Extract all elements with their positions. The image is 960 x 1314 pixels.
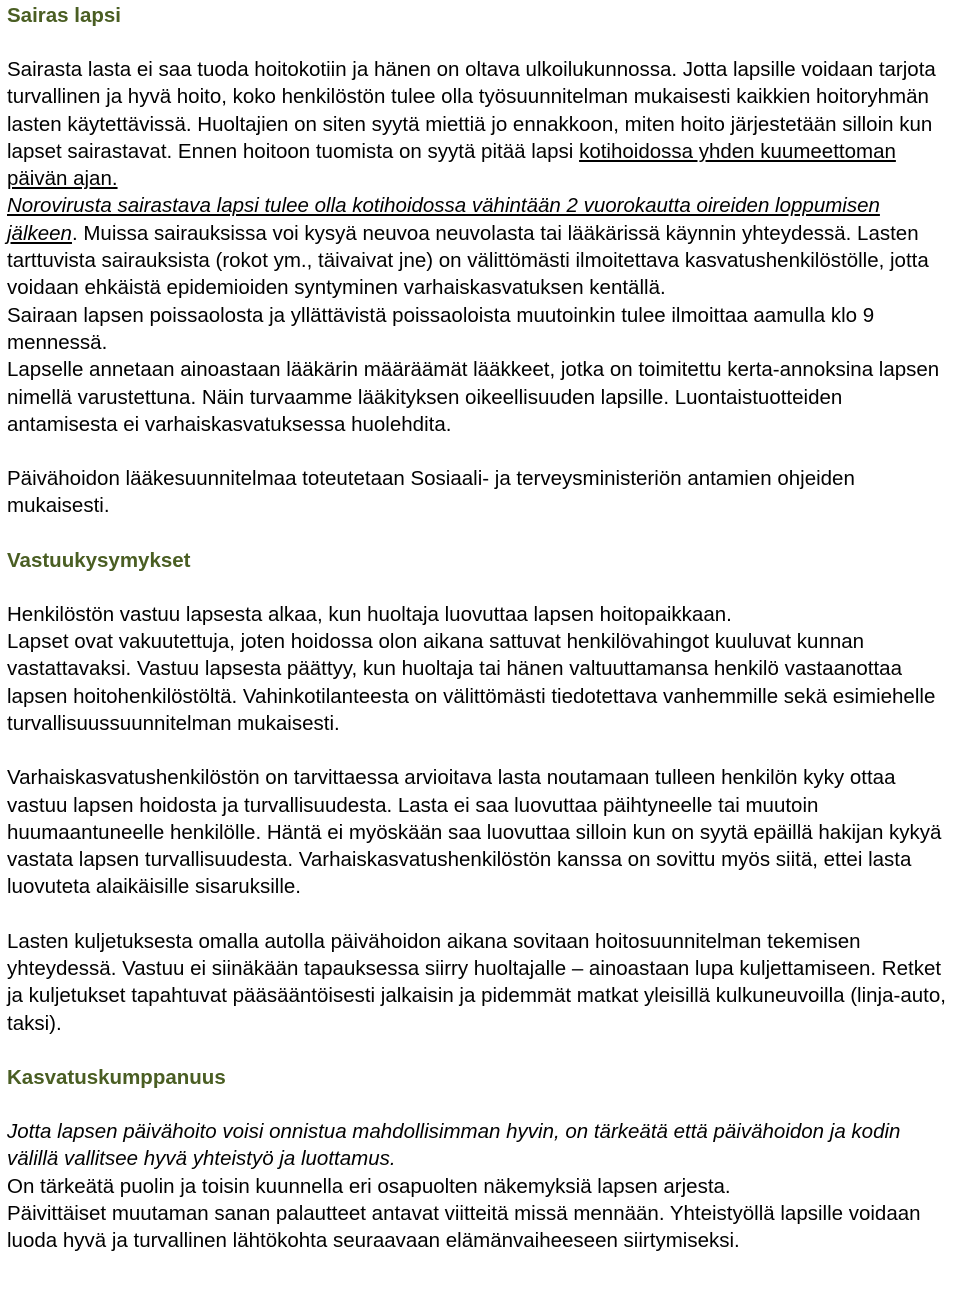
paragraph-insurance: Lapset ovat vakuutettuja, joten hoidossa olon aikana sattuvat henkilövahingot kuuluvat kunnan vastattavaksi. Vastuu lapsesta päättyy, kun huoltaja tai hänen valtuuttamansa henkilö vastaanottaa lapsen hoitohenkilöstöltä. Vahinkotilanteesta on välittömästi tiedotettava vanhemmille sekä esimiehelle turvallisuussuunnitelman mukaisesti. [7,630,936,735]
sick-child-underlined-text: kotihoidossa yhden kuumeettoman päivän ajan. [7,139,896,191]
paragraph-sick-child [7,56,953,302]
paragraph-daily-feedback: Päivittäiset muutaman sanan palautteet antavat viitteitä missä mennään. Yhteistyöllä lapsille voidaan luoda hyvä ja turvallinen lähtökohta seuraavaan elämänvaiheeseen siirtymiseksi. [7,1201,921,1253]
paragraph-listening: On tärkeätä puolin ja toisin kuunnella eri osapuolten näkemyksiä lapsen arjesta. [7,1174,731,1198]
norovirus-note: Norovirusta sairastava lapsi tulee olla kotihoidossa vähintään 2 vuorokautta oireiden loppumisen jälkeen [7,194,880,245]
paragraph-medication-plan: Päivähoidon lääkesuunnitelmaa toteutetaan Sosiaali- ja terveysministeriön antamien ohjeiden mukaisesti. [7,467,855,518]
paragraph-responsibility-start: Henkilöstön vastuu lapsesta alkaa, kun huoltaja luovuttaa lapsen hoitopaikkaan. [7,602,732,626]
paragraph-transport: Lasten kuljetuksesta omalla autolla päivähoidon aikana sovitaan hoitosuunnitelman tekemisen yhteydessä. Vastuu ei siinäkään tapauksessa siirry huoltajalle – ainoastaan lupa kuljettamiseen. Retket ja kuljetukset tapahtuvat pääsääntöisesti jalkaisin ja pidemmät matkat yleisillä kulkuneuvoilla (linja-auto, taksi). [7,929,946,1035]
paragraph-pickup-assessment: Varhaiskasvatushenkilöstön on tarvittaessa arvioitava lasta noutamaan tulleen henkilön kyky ottaa vastuu lapsen hoidosta ja turvallisuudesta. Lasta ei saa luovuttaa päihtyneelle tai muutoin huumaantuneelle henkilölle. Häntä ei myöskään saa luovuttaa silloin kun on syytä epäillä hakijan kykyä vastata lapsen turvallisuudesta. Varhaiskasvatushenkilöstön kanssa on sovittu myös siitä, ettei lasta luovuteta alaikäisille sisaruksille. [7,766,942,899]
heading-kasvatuskumppanuus: Kasvatuskumppanuus [7,1065,226,1089]
sick-child-text: Sairasta lasta ei saa tuoda hoitokotiin ja hänen on oltava ulkoilukunnossa. Jotta lapsille voidaan tarjota turvallinen ja hyvä hoito, koko henkilöstön tulee olla työsuunnitelman mukaisesti kaikkien hoitoryhmän lasten käytettävissä. Huoltajien on siten syytä miettiä jo ennakkoon, miten hoito järjestetään silloin kun lapset sairastavat. Ennen hoitoon tuomista on syytä pitää lapsi [7,58,936,163]
paragraph-cooperation-intro: Jotta lapsen päivähoito voisi onnistua mahdollisimman hyvin, on tärkeätä että päivähoidon ja kodin välillä vallitsee hyvä yhteistyö ja luottamus. [7,1119,901,1171]
paragraph-absence-notice: Sairaan lapsen poissaolosta ja yllättävistä poissaoloista muutoinkin tulee ilmoittaa aamulla klo 9 mennessä. [7,303,875,354]
heading-sairas-lapsi: Sairas lapsi [7,4,121,27]
sick-child-rest-text: . Muissa sairauksissa voi kysyä neuvoa neuvolasta tai lääkärissä käynnin yhteydessä. Lasten tarttuvista sairauksista (rokot ym., täivaivat jne) on välittömästi ilmoitettava kasvatushenkilöstölle, jotta voidaan ehkäistä epidemioiden syntyminen varhaiskasvatuksen kentällä. [7,221,929,300]
paragraph-medication: Lapselle annetaan ainoastaan lääkärin määräämät lääkkeet, jotka on toimitettu kerta-annoksina lapsen nimellä varustettuna. Näin turvaamme lääkityksen oikeellisuuden lapsille. Luontaistuotteiden antamisesta ei varhaiskasvatuksessa huolehdita. [7,358,940,436]
heading-vastuukysymykset: Vastuukysymykset [7,548,191,572]
